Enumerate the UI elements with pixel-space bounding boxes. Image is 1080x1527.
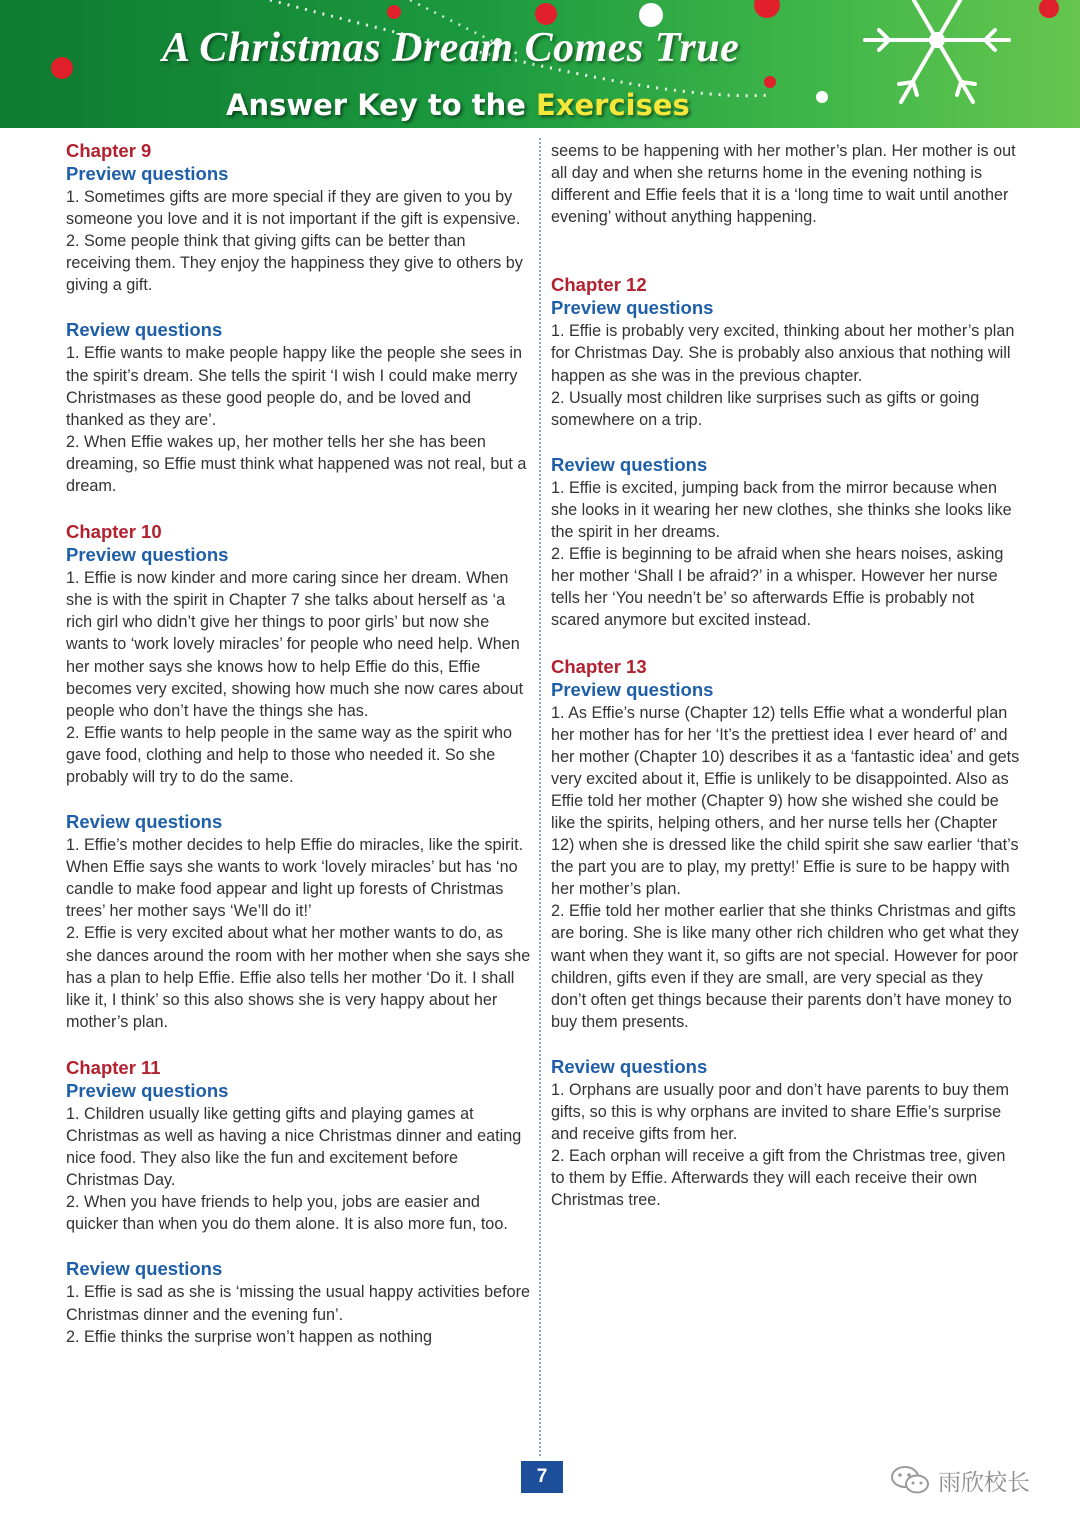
chapter-10 bbox=[66, 521, 532, 1033]
answer-paragraph: 2. Some people think that giving gifts can be better than receiving them. They enjoy the happiness they give to others by giving a gift. bbox=[66, 232, 523, 295]
answer-paragraph: 1. Effie is now kinder and more caring since her dream. When she is with the spirit in Chapter 7 she talks about herself as ‘a rich girl who didn’t give her things to poor girls’ but now she wants to ‘work lovely miracles’ for people who need help. When her mother says she knows how to help Effie do this, Effie becomes very excited, showing how much she now cares about people who don’t have the things she has. bbox=[66, 569, 524, 720]
answer-paragraph: 2. When Effie wakes up, her mother tells her she has been dreaming, so Effie must think what happened was not real, but a dream. bbox=[66, 432, 527, 496]
preview-questions-heading: Preview questions bbox=[551, 297, 714, 319]
left-column bbox=[66, 140, 532, 1348]
review-questions-heading: Review questions bbox=[66, 811, 223, 833]
ornament-red bbox=[387, 5, 401, 19]
chapter-heading: Chapter 9 bbox=[66, 140, 152, 161]
chapter-heading: Chapter 13 bbox=[551, 655, 647, 677]
ornament-red bbox=[754, 0, 780, 18]
chapter-11 bbox=[66, 1057, 532, 1348]
page-title: A Christmas Dream Comes True bbox=[162, 25, 740, 71]
answer-paragraph: 1. Effie wants to make people happy like the people she sees in the spirit’s dream. She tells the spirit ‘I wish I could make merry Christmases as these good people do, and be loved and thanked as they are’. bbox=[66, 344, 522, 429]
column-divider bbox=[539, 138, 541, 1456]
answer-paragraph: 2. Effie wants to help people in the same way as the spirit who gave food, clothing and help to those who needed it. So she probably will try to do the same. bbox=[66, 723, 513, 786]
chapter-heading: Chapter 12 bbox=[551, 274, 647, 296]
answer-paragraph: 1. Orphans are usually poor and don’t have parents to buy them gifts, so this is why orphans are invited to share Effie’s surprise and receive gifts from her. bbox=[551, 1080, 1010, 1144]
answer-paragraph: 2. Effie thinks the surprise won’t happen as nothing bbox=[66, 1327, 432, 1346]
answer-paragraph: 1. Effie is sad as she is ‘missing the usual happy activities before Christmas dinner and the evening fun’. bbox=[66, 1283, 530, 1324]
answer-paragraph: 1. Children usually like getting gifts and playing games at Christmas as well as having a nice Christmas dinner and eating nice food. They also like the fun and excitement before Christmas Day. bbox=[66, 1104, 522, 1190]
answer-paragraph: 1. Effie is probably very excited, thinking about her mother’s plan for Christmas Day. She is probably also anxious that nothing will happen as she was in the previous chapter. bbox=[551, 322, 1015, 385]
answer-paragraph: 1. Sometimes gifts are more special if they are given to you by someone you love and it is not important if the gift is expensive. bbox=[66, 188, 521, 229]
review-questions-heading: Review questions bbox=[551, 1055, 708, 1077]
answer-paragraph: 1. Effie is excited, jumping back from the mirror because when she looks in it wearing her new clothes, she thinks she looks like the spirit in her dreams. bbox=[551, 478, 1012, 542]
ornament-red bbox=[1039, 0, 1059, 18]
chapter-heading: Chapter 10 bbox=[66, 521, 162, 543]
answer-paragraph: 2. Effie is very excited about what her mother wants to do, as she dances around the room with her mother when she says she has a plan to help Effie. Effie also tells her mother ‘Do it. I shall like it, I think’ so this also shows she is very happy about her mother’s plan. bbox=[66, 924, 531, 1031]
preview-questions-heading: Preview questions bbox=[66, 163, 229, 184]
watermark bbox=[890, 1462, 1030, 1498]
answer-paragraph: 2. When you have friends to help you, jobs are easier and quicker than when you do them alone. It is also more fun, too. bbox=[66, 1193, 508, 1234]
preview-questions-heading: Preview questions bbox=[551, 678, 714, 700]
chapter-13 bbox=[551, 656, 1021, 1212]
preview-questions-heading: Preview questions bbox=[66, 1079, 229, 1101]
page-number: 7 bbox=[521, 1461, 563, 1493]
preview-questions-heading: Preview questions bbox=[66, 544, 229, 566]
review-questions-heading: Review questions bbox=[551, 453, 708, 475]
answer-paragraph: 2. Effie is beginning to be afraid when she hears noises, asking her mother ‘Shall I be afraid?’ in a whisper. However her nurse tells her ‘You needn’t be’ so afterwards Effie is probably not scared anymore but excited instead. bbox=[551, 545, 1004, 630]
review-questions-heading: Review questions bbox=[66, 319, 223, 341]
wechat-icon bbox=[890, 1465, 930, 1495]
answer-paragraph: 2. Effie told her mother earlier that she thinks Christmas and gifts are boring. She is like many other rich children who get what they want when they want it, so gifts are not special. However for poor children, gifts even if they are small, are very special as they don’t often get things because their parents don’t have money to buy them presents. bbox=[551, 902, 1019, 1031]
snowflake-icon bbox=[865, 0, 1009, 102]
ornament-red bbox=[764, 76, 776, 88]
review-questions-heading: Review questions bbox=[66, 1258, 223, 1280]
header-banner bbox=[0, 0, 1080, 128]
chapter-12 bbox=[551, 274, 1021, 631]
answer-paragraph: 2. Each orphan will receive a gift from the Christmas tree, given to them by Effie. Afterwards they will each receive their own Christmas tree. bbox=[551, 1147, 1006, 1210]
answer-paragraph-continued: seems to be happening with her mother’s plan. Her mother is out all day and when she returns home in the evening nothing is different and Effie feels that it is a ‘long time to wait until another evening’ without anything happening. bbox=[551, 142, 1016, 227]
subtitle-highlight: Exercises bbox=[536, 88, 690, 122]
watermark-text: 雨欣校长 bbox=[938, 1469, 1030, 1496]
answer-paragraph: 1. As Effie’s nurse (Chapter 12) tells Effie what a wonderful plan her mother has for her ‘It’s the prettiest idea I ever heard of’ and her mother (Chapter 10) describes it as a ‘fantastic idea’ and gets very excited about it, Effie is unlikely to be disappointed. Also as Effie told her mother (Chapter 9) how she wished she could be like the spirits, helping others, and her nurse tells her (Chapter 12) when she is dressed like the child spirit she saw earlier ‘that’s the part you are to play, my pretty!’ Effie is sure to be happy with her mother’s plan. bbox=[551, 703, 1020, 899]
answer-paragraph: 1. Effie’s mother decides to help Effie do miracles, like the spirit. When Effie says she wants to work ‘lovely miracles’ but has ‘no candle to make food appear and light up forests of Christmas trees’ her mother says ‘We’ll do it!’ bbox=[66, 836, 524, 921]
right-column bbox=[551, 140, 1021, 1211]
answer-paragraph: 2. Usually most children like surprises such as gifts or going somewhere on a trip. bbox=[551, 388, 980, 429]
ornament-red bbox=[51, 57, 73, 79]
chapter-heading: Chapter 11 bbox=[66, 1056, 161, 1078]
chapter-9 bbox=[66, 140, 532, 497]
ornament-red bbox=[535, 3, 557, 25]
subtitle-text: Answer Key to the bbox=[226, 88, 536, 122]
page-subtitle bbox=[226, 88, 826, 122]
